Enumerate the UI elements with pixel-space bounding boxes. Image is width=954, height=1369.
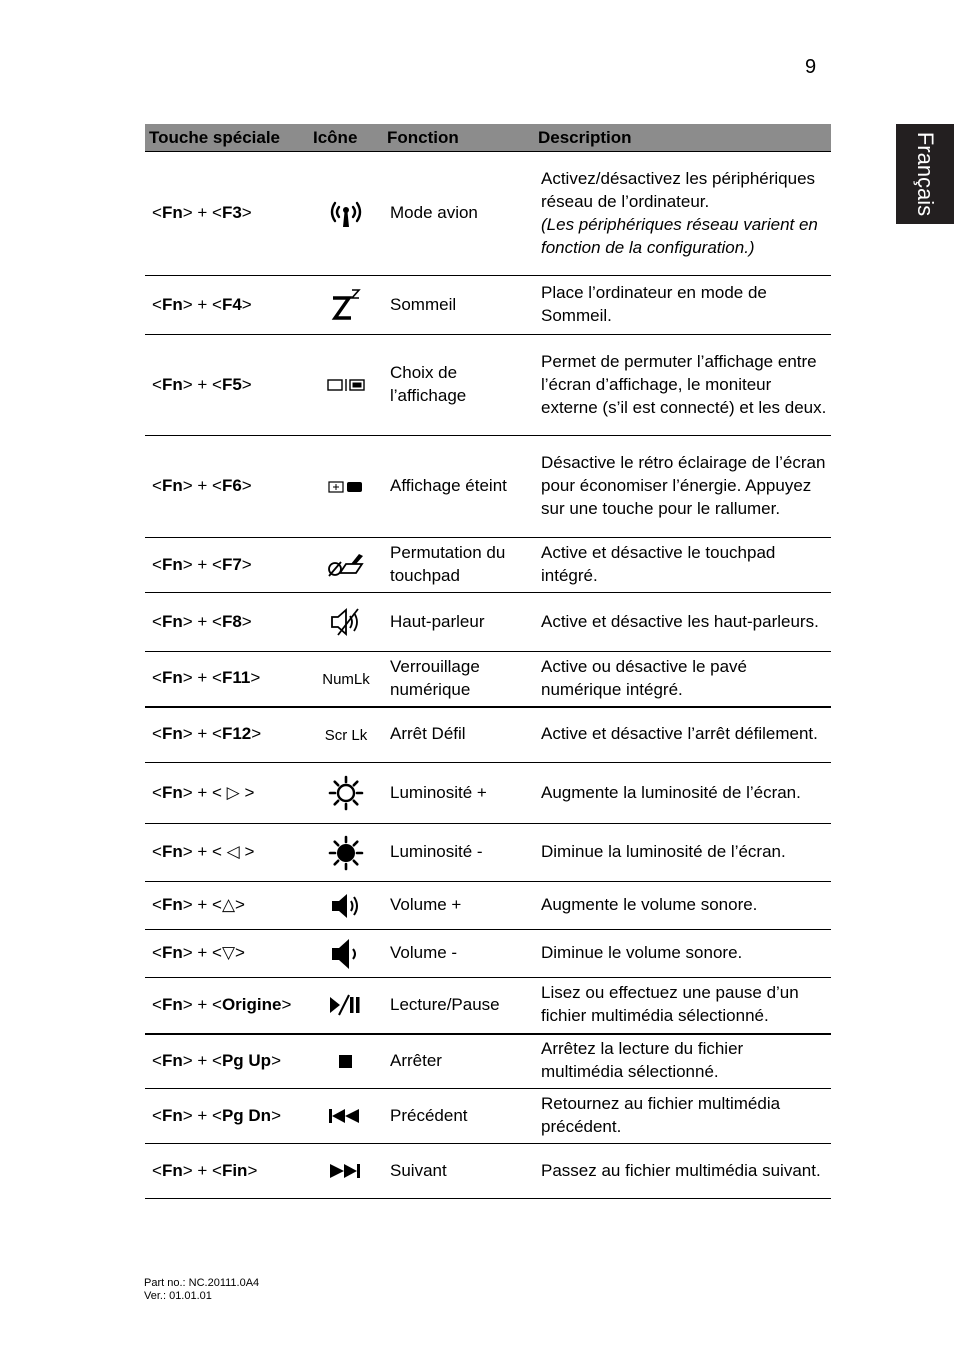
function-name: Choix de l’affichage: [383, 335, 534, 436]
key-combo: <Fn> + <F7>: [145, 538, 309, 593]
function-name: Volume -: [383, 930, 534, 978]
description: Diminue le volume sonore.: [534, 930, 831, 978]
table-row: [145, 930, 831, 978]
table-row: [145, 763, 831, 824]
function-name: Précédent: [383, 1089, 534, 1144]
wireless-icon: [309, 152, 383, 276]
sleep-icon: [309, 276, 383, 335]
table-row: [145, 707, 831, 763]
table-row: [145, 335, 831, 436]
description: Activez/désactivez les périphériques réseau de l’ordinateur. (Les périphériques réseau varient en fonction de la configuration.): [534, 152, 831, 276]
table-row: [145, 1034, 831, 1089]
function-name: Volume +: [383, 882, 534, 930]
key-combo: <Fn> + <F8>: [145, 593, 309, 652]
header-description: Description: [534, 124, 831, 152]
display-toggle-icon: [309, 335, 383, 436]
key-combo: <Fn> + <△>: [145, 882, 309, 930]
table-header: [145, 124, 831, 152]
table-row: [145, 152, 831, 276]
play-pause-icon: [309, 978, 383, 1034]
description: Augmente le volume sonore.: [534, 882, 831, 930]
key-combo: <Fn> + <F4>: [145, 276, 309, 335]
description: Active et désactive les haut-parleurs.: [534, 593, 831, 652]
footer: [144, 1277, 259, 1303]
header-function: Fonction: [383, 124, 534, 152]
scrolllock-icon: [309, 707, 383, 763]
language-tab: [896, 124, 954, 224]
key-combo: <Fn> + <▽>: [145, 930, 309, 978]
table-row: [145, 882, 831, 930]
display-off-icon: [309, 436, 383, 538]
volume-down-icon: [309, 930, 383, 978]
description: Permet de permuter l’affichage entre l’écran d’affichage, le moniteur externe (s’il est connecté) et les deux.: [534, 335, 831, 436]
key-combo: <Fn> + <F5>: [145, 335, 309, 436]
numlock-icon: [309, 652, 383, 707]
key-combo: <Fn> + < ▷ >: [145, 763, 309, 824]
table-row: [145, 276, 831, 335]
brightness-up-icon: [309, 763, 383, 824]
function-name: Luminosité +: [383, 763, 534, 824]
description: Active ou désactive le pavé numérique intégré.: [534, 652, 831, 707]
function-name: Affichage éteint: [383, 436, 534, 538]
function-name: Arrêt Défil: [383, 707, 534, 763]
function-name: Haut-parleur: [383, 593, 534, 652]
brightness-down-icon: [309, 824, 383, 882]
key-combo: <Fn> + <F3>: [145, 152, 309, 276]
description: Augmente la luminosité de l’écran.: [534, 763, 831, 824]
table-row: [145, 1144, 831, 1199]
table-row: [145, 593, 831, 652]
next-icon: [309, 1144, 383, 1199]
key-combo: <Fn> + <F6>: [145, 436, 309, 538]
function-name: Verrouillage numérique: [383, 652, 534, 707]
description: Lisez ou effectuez une pause d’un fichier multimédia sélectionné.: [534, 978, 831, 1034]
key-combo: <Fn> + < ◁ >: [145, 824, 309, 882]
key-combo: <Fn> + <Fin>: [145, 1144, 309, 1199]
touchpad-toggle-icon: [309, 538, 383, 593]
description: Arrêtez la lecture du fichier multimédia sélectionné.: [534, 1034, 831, 1089]
header-icon: Icône: [309, 124, 383, 152]
function-name: Sommeil: [383, 276, 534, 335]
table-row: [145, 1089, 831, 1144]
page-number: 9: [805, 56, 817, 78]
description: Retournez au fichier multimédia précédent.: [534, 1089, 831, 1144]
version: Ver.: 01.01.01: [144, 1290, 212, 1302]
description: Active et désactive le touchpad intégré.: [534, 538, 831, 593]
key-combo: <Fn> + <Origine>: [145, 978, 309, 1034]
description-note: (Les périphériques réseau varient en fonction de la configuration.): [541, 214, 818, 257]
function-name: Lecture/Pause: [383, 978, 534, 1034]
previous-icon: [309, 1089, 383, 1144]
part-number: Part no.: NC.20111.0A4: [144, 1277, 260, 1289]
table-row: [145, 824, 831, 882]
description: Diminue la luminosité de l’écran.: [534, 824, 831, 882]
key-combo: <Fn> + <Pg Up>: [145, 1034, 309, 1089]
numlock-icon-label: NumLk: [322, 670, 370, 688]
shortcut-table: [145, 124, 831, 1199]
table-row: [145, 436, 831, 538]
key-combo: <Fn> + <Pg Dn>: [145, 1089, 309, 1144]
key-combo: <Fn> + <F11>: [145, 652, 309, 707]
description: Active et désactive l’arrêt défilement.: [534, 707, 831, 763]
table-row: [145, 538, 831, 593]
function-name: Suivant: [383, 1144, 534, 1199]
language-tab-label: Français: [913, 131, 938, 217]
function-name: Arrêter: [383, 1034, 534, 1089]
function-name: Luminosité -: [383, 824, 534, 882]
table-row: [145, 978, 831, 1034]
volume-up-icon: [309, 882, 383, 930]
speaker-toggle-icon: [309, 593, 383, 652]
description: Passez au fichier multimédia suivant.: [534, 1144, 831, 1199]
function-name: Permutation du touchpad: [383, 538, 534, 593]
description: Désactive le rétro éclairage de l’écran pour économiser l’énergie. Appuyez sur une touche pour le rallumer.: [534, 436, 831, 538]
stop-icon: [309, 1034, 383, 1089]
description: Place l’ordinateur en mode de Sommeil.: [534, 276, 831, 335]
table-row: [145, 652, 831, 707]
key-combo: <Fn> + <F12>: [145, 707, 309, 763]
scrolllock-icon-label: Scr Lk: [324, 726, 368, 744]
header-special-key: Touche spéciale: [145, 124, 309, 152]
function-name: Mode avion: [383, 152, 534, 276]
